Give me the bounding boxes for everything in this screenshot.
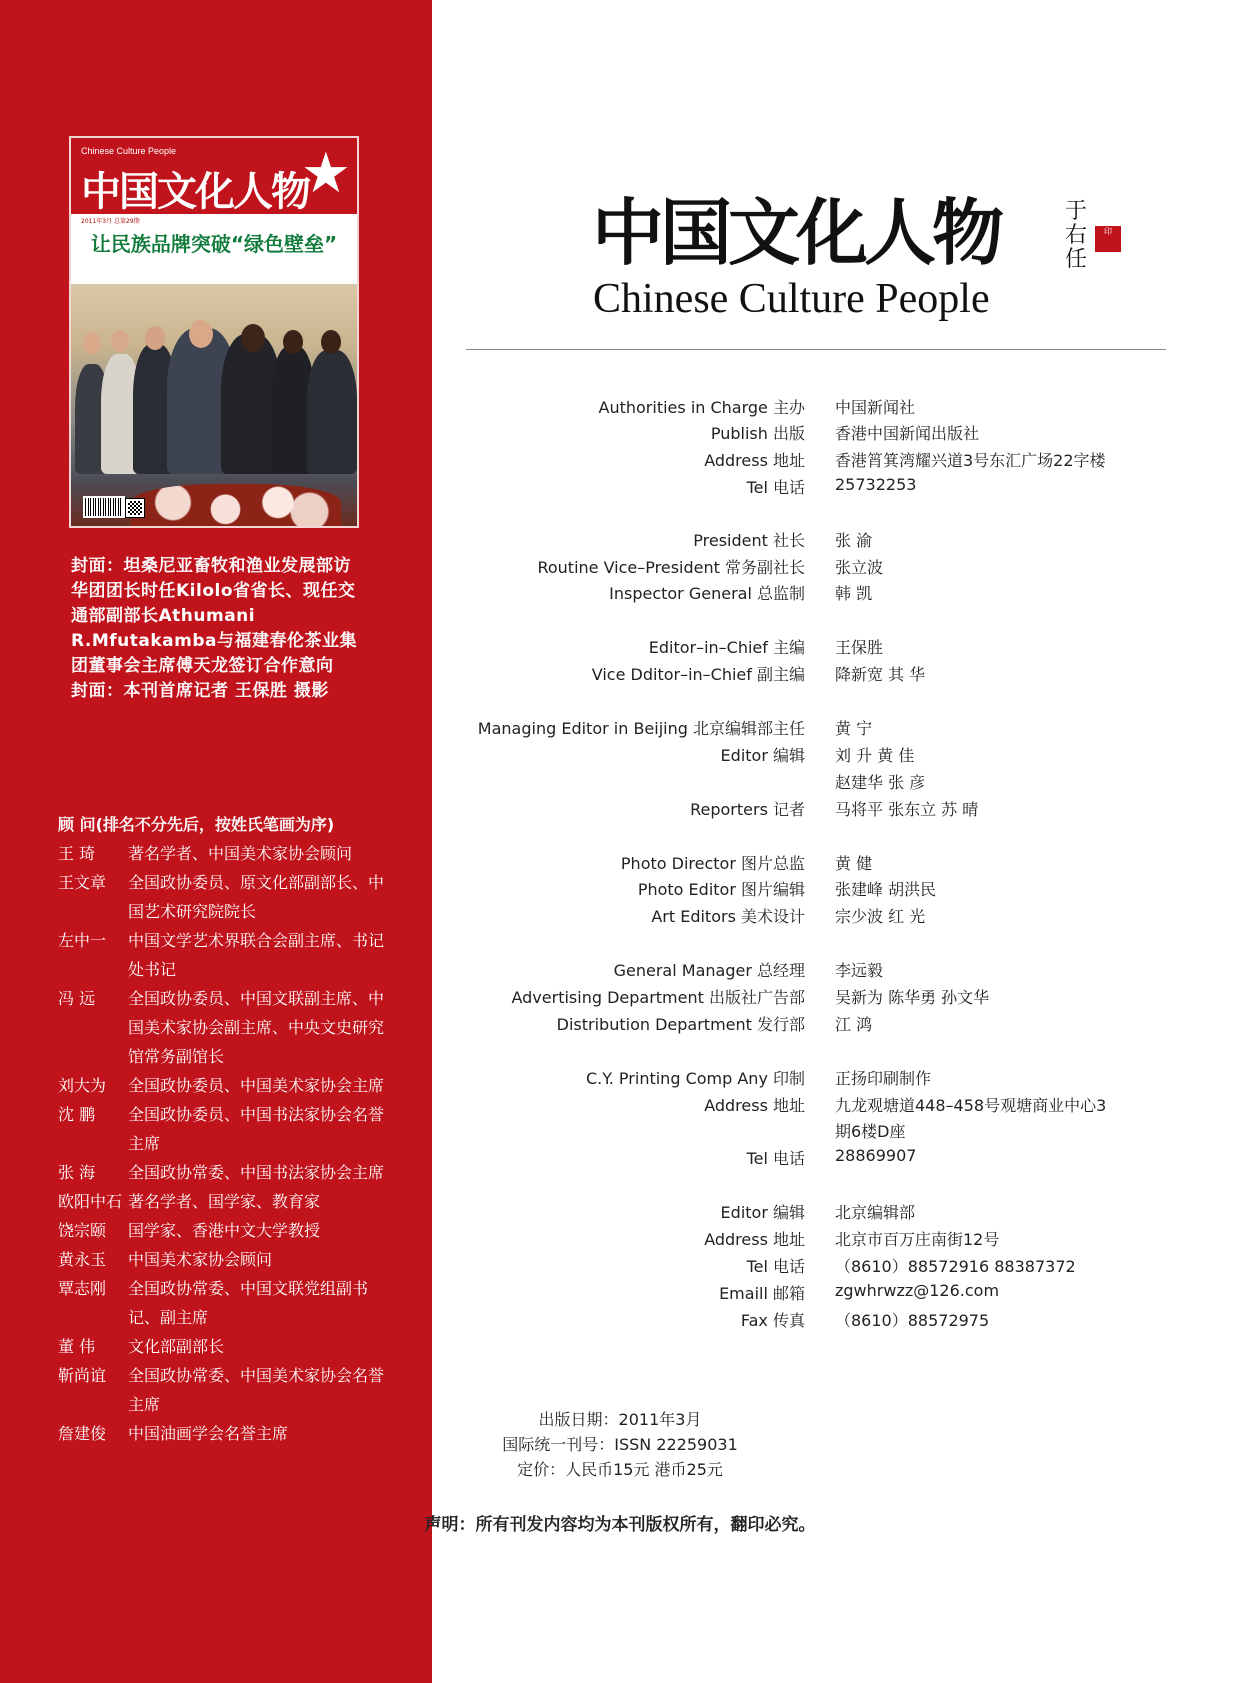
advisor-name: 靳尚谊	[58, 1366, 107, 1385]
masthead-value: 正扬印刷制作	[835, 1069, 932, 1088]
advisor-role: 全国政协委员、中国文联副主席、中国美术家协会副主席、中央文史研究馆常务副馆长	[128, 989, 385, 1066]
advisor-role: 全国政协委员、中国书法家协会名誉主席	[128, 1105, 385, 1153]
masthead-value: 降新宽 其 华	[835, 665, 926, 684]
advisor-role: 全国政协委员、中国美术家协会主席	[128, 1076, 385, 1095]
masthead-label: Emaill 邮箱	[719, 1284, 805, 1303]
publication-date: 出版日期：2011年3月	[538, 1410, 702, 1429]
masthead-value: 香港中国新闻出版社	[835, 424, 980, 443]
advisor-name: 左中一	[58, 931, 107, 950]
masthead-value: 吴新为 陈华勇 孙文华	[835, 988, 990, 1007]
masthead-row	[0, 1066, 805, 1092]
qr-code-icon	[125, 498, 145, 518]
masthead-value: 韩 凯	[835, 584, 873, 603]
masthead-row	[0, 1119, 805, 1145]
cover-headline: 让民族品牌突破“绿色壁垒”	[90, 232, 338, 256]
masthead-row	[0, 1200, 805, 1226]
caption-credit: 封面：本刊首席记者 王保胜 摄影	[71, 681, 329, 701]
masthead-row	[0, 851, 805, 877]
masthead-row	[0, 1281, 805, 1307]
masthead-value: 黄 健	[835, 854, 873, 873]
masthead-value: 张立波	[835, 558, 884, 577]
masthead-value: 王保胜	[835, 638, 884, 657]
masthead-label: Routine Vice–President 常务副社长	[537, 558, 805, 577]
masthead-row	[0, 421, 805, 447]
masthead-label: General Manager 总经理	[613, 961, 805, 980]
advisor-name: 冯 远	[58, 989, 96, 1008]
advisor-role: 文化部副部长	[128, 1337, 225, 1356]
masthead-value: 黄 宁	[835, 719, 873, 738]
masthead-label: Distribution Department 发行部	[556, 1015, 805, 1034]
masthead-row	[0, 770, 805, 796]
masthead-label: Inspector General 总监制	[609, 584, 805, 603]
masthead-value: 宗少波 红 光	[835, 907, 926, 926]
masthead-label: Photo Editor 图片编辑	[637, 880, 805, 899]
masthead-value: 张建峰 胡洪民	[835, 880, 937, 899]
masthead-label: Editor 编辑	[720, 746, 805, 765]
advisor-name: 张 海	[58, 1163, 96, 1182]
masthead-row	[0, 904, 805, 930]
masthead-value: 25732253	[835, 475, 917, 494]
masthead-label: Tel 电话	[746, 1149, 805, 1168]
masthead-value: 中国新闻社	[835, 398, 916, 417]
masthead-label: Managing Editor in Beijing 北京编辑部主任	[477, 719, 805, 738]
masthead-row	[0, 528, 805, 554]
masthead-label: Tel 电话	[746, 1257, 805, 1276]
masthead-value: （8610）88572975	[835, 1311, 990, 1330]
masthead-label: President 社长	[693, 531, 805, 550]
advisor-role: 全国政协委员、原文化部副部长、中国艺术研究院院长	[128, 873, 385, 921]
issn: 国际统一刊号：ISSN 22259031	[502, 1435, 738, 1454]
masthead-row	[0, 1012, 805, 1038]
star-icon: ★	[300, 141, 351, 206]
masthead-label: Address 地址	[704, 451, 805, 470]
seal-stamp: 印	[1095, 226, 1121, 252]
advisor-name: 覃志刚	[58, 1279, 107, 1298]
advisor-name: 王文章	[58, 873, 107, 892]
masthead-row	[0, 448, 805, 474]
masthead-value: 刘 升 黄 佳	[835, 746, 915, 765]
masthead-label: Art Editors 美术设计	[651, 907, 805, 926]
masthead-label: Reporters 记者	[690, 800, 805, 819]
advisor-role: 全国政协常委、中国文联党组副书记、副主席	[128, 1279, 369, 1327]
masthead-value: 香港筲箕湾耀兴道3号东汇广场22字楼	[835, 451, 1106, 470]
masthead-value: （8610）88572916 88387372	[835, 1257, 1076, 1276]
masthead-row	[0, 985, 805, 1011]
advisor-name: 黄永玉	[58, 1250, 107, 1269]
advisor-name: 沈 鹏	[58, 1105, 96, 1124]
masthead-value: 张 渝	[835, 531, 873, 550]
advisor-name: 刘大为	[58, 1076, 107, 1095]
masthead-value: 九龙观塘道448–458号观塘商业中心3	[835, 1096, 1107, 1115]
masthead-row	[0, 1093, 805, 1119]
masthead-label: Vice Dditor–in–Chief 副主编	[591, 665, 805, 684]
logo-chinese: 中国文化人物	[592, 190, 1001, 275]
masthead-row	[0, 797, 805, 823]
logo-english: Chinese Culture People	[593, 276, 990, 322]
masthead-row	[0, 743, 805, 769]
masthead-label: Editor 编辑	[720, 1203, 805, 1222]
caption-description: 封面：坦桑尼亚畜牧和渔业发展部访华团团长时任Kilolo省省长、现任交通部副部长Athumani R.Mfutakamba与福建春伦茶业集团董事会主席傅天龙签订合作意向	[71, 556, 358, 676]
masthead-value: 江 鸿	[835, 1015, 873, 1034]
masthead-value: 赵建华 张 彦	[835, 773, 926, 792]
advisor-role: 国学家、香港中文大学教授	[128, 1221, 321, 1240]
masthead-value: 28869907	[835, 1146, 917, 1165]
advisor-role: 中国文学艺术界联合会副主席、书记处书记	[128, 931, 385, 979]
masthead-row	[0, 716, 805, 742]
masthead-row	[0, 635, 805, 661]
masthead-row	[0, 395, 805, 421]
masthead-label: Editor–in–Chief 主编	[648, 638, 805, 657]
masthead-value: 期6楼D座	[835, 1122, 906, 1141]
masthead-row	[0, 1254, 805, 1280]
calligraphy-signature: 于右任	[1065, 199, 1088, 272]
cover-issue-date: 2011年3月 总第29期	[81, 218, 140, 225]
masthead-label: Publish 出版	[710, 424, 805, 443]
masthead-label: Authorities in Charge 主办	[598, 398, 805, 417]
advisor-name: 欧阳中石	[58, 1192, 123, 1211]
advisor-name: 饶宗颐	[58, 1221, 107, 1240]
advisor-role: 著名学者、中国美术家协会顾问	[128, 844, 353, 863]
masthead-row	[0, 958, 805, 984]
advisor-row	[58, 1332, 398, 1361]
masthead-row	[0, 877, 805, 903]
advisors-heading: 顾 问(排名不分先后，按姓氏笔画为序)	[58, 815, 335, 834]
masthead-label: Photo Director 图片总监	[620, 854, 805, 873]
masthead-value: 北京市百万庄南街12号	[835, 1230, 1000, 1249]
masthead-label: Address 地址	[704, 1230, 805, 1249]
copyright-declaration: 声明：所有刊发内容均为本刊版权所有，翻印必究。	[424, 1515, 816, 1535]
masthead-row	[0, 581, 805, 607]
advisor-role: 中国油画学会名誉主席	[128, 1424, 289, 1443]
advisor-role: 全国政协常委、中国美术家协会名誉主席	[128, 1366, 385, 1414]
advisor-role: 著名学者、国学家、教育家	[128, 1192, 321, 1211]
masthead-value: 北京编辑部	[835, 1203, 916, 1222]
masthead-value: zgwhrwzz@126.com	[835, 1281, 1000, 1300]
advisor-name: 王 琦	[58, 844, 96, 863]
masthead-label: C.Y. Printing Comp Any 印制	[585, 1069, 805, 1088]
masthead-row	[0, 1308, 805, 1334]
masthead-label: Advertising Department 出版社广告部	[511, 988, 805, 1007]
advisor-name: 董 伟	[58, 1337, 96, 1356]
masthead-row	[0, 1146, 805, 1172]
masthead-value: 李远毅	[835, 961, 884, 980]
cover-english-title: Chinese Culture People	[81, 146, 177, 156]
masthead-row	[0, 662, 805, 688]
masthead-row	[0, 1227, 805, 1253]
advisor-role: 全国政协常委、中国书法家协会主席	[128, 1163, 385, 1182]
masthead-label: Address 地址	[704, 1096, 805, 1115]
price: 定价：人民币15元 港币25元	[517, 1460, 723, 1479]
cover-header	[71, 138, 357, 214]
divider	[466, 349, 1166, 350]
advisor-role: 中国美术家协会顾问	[128, 1250, 273, 1269]
masthead-value: 马将平 张东立 苏 晴	[835, 800, 979, 819]
advisor-name: 詹建俊	[58, 1424, 107, 1443]
masthead-row	[0, 555, 805, 581]
cover-chinese-title: 中国文化人物	[81, 168, 309, 215]
masthead-label: Fax 传真	[740, 1311, 805, 1330]
masthead-row	[0, 475, 805, 501]
masthead-label: Tel 电话	[746, 478, 805, 497]
